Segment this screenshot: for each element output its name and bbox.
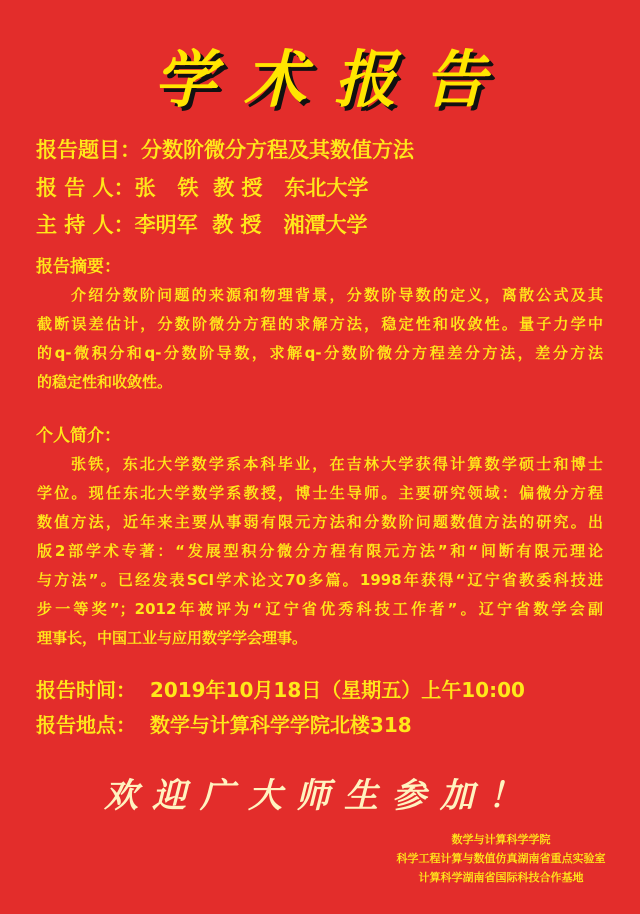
host: 主 持 人：李明军 教 授 湘潭大学 xyxy=(36,213,368,237)
poster-title: 学术报告 xyxy=(153,43,514,116)
bio-heading: 个人简介： xyxy=(36,426,121,446)
bio-line: 理事长，中国工业与应用数学学会理事。 xyxy=(37,629,308,647)
welcome-banner: 欢迎广大师生参加！ xyxy=(104,776,536,816)
bio-text xyxy=(37,450,603,653)
organizer: 数学与计算科学学院 xyxy=(451,833,551,846)
abstract-heading: 报告摘要： xyxy=(36,257,121,277)
organizers xyxy=(370,830,632,887)
abstract-line: 的稳定性和收敛性。 xyxy=(37,373,173,391)
abstract-text xyxy=(37,281,603,397)
bio-line: 张铁，东北大学数学系本科毕业，在吉林大学获得计算数学硕士和博士 xyxy=(71,455,603,473)
abstract-line: 介绍分数阶问题的来源和物理背景，分数阶导数的定义，离散公式及其 xyxy=(71,286,603,304)
bio-line: 步一等奖”；2012年被评为“辽宁省优秀科技工作者”。辽宁省数学会副 xyxy=(37,600,603,618)
abstract-line: 的q-微积分和q-分数阶导数，求解q-分数阶微分方程差分方法，差分方法 xyxy=(37,344,603,362)
bio-line: 与方法”。已经发表SCI学术论文70多篇。1998年获得“辽宁省教委科技进 xyxy=(37,571,603,589)
report-time: 报告时间： 2019年10月18日（星期五）上午10:00 xyxy=(36,678,525,702)
report-topic: 报告题目：分数阶微分方程及其数值方法 xyxy=(36,138,414,162)
bio-line: 学位。现任东北大学数学系教授，博士生导师。主要研究领域：偏微分方程 xyxy=(37,484,603,502)
organizer: 计算科学湖南省国际科技合作基地 xyxy=(418,871,584,884)
abstract-line: 截断误差估计，分数阶微分方程的求解方法，稳定性和收敛性。量子力学中 xyxy=(37,315,603,333)
organizer: 科学工程计算与数值仿真湖南省重点实验室 xyxy=(396,852,606,865)
speaker: 报 告 人：张 铁 教 授 东北大学 xyxy=(36,176,369,200)
bio-line: 数值方法，近年来主要从事弱有限元方法和分数阶问题数值方法的研究。出 xyxy=(37,513,603,531)
bio-line: 版2部学术专著：“发展型积分微分方程有限元方法”和“间断有限元理论 xyxy=(37,542,603,560)
report-place: 报告地点： 数学与计算科学学院北楼318 xyxy=(36,713,412,737)
